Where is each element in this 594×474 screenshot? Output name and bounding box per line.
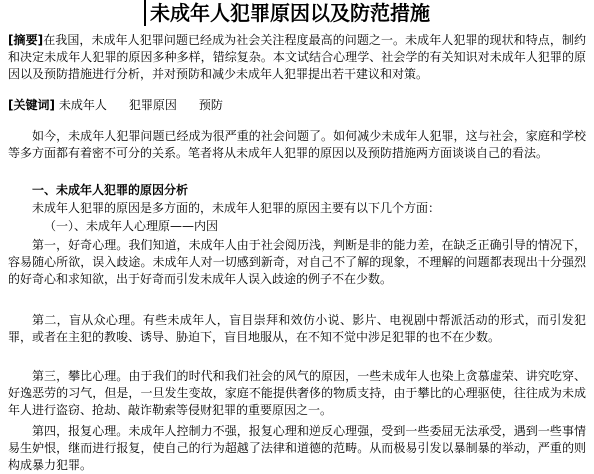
abstract bbox=[8, 32, 586, 83]
body-paragraph: 第四，报复心理。未成年人控制力不强，报复心理和逆反心理强，受到一些委屈无法承受，遇到一些事情易生妒恨，继而进行报复，使自己的行为超越了法律和道德的范畴。从而极易引发以暴制暴的举动，严重的则构成暴力犯罪。 bbox=[8, 424, 586, 472]
subsection-heading: （一）、未成年人心理原——内因 bbox=[44, 219, 219, 233]
keywords-label: [关键词] bbox=[8, 98, 55, 112]
keyword: 预防 bbox=[198, 98, 223, 112]
intro-paragraph: 如今，未成年人犯罪问题已经成为很严重的社会问题了。如何减少未成年人犯罪，这与社会，家庭和学校等多方面都有着密不可分的关系。笔者将从未成年人犯罪的原因以及预防措施两方面谈谈自己的看法。 bbox=[8, 129, 586, 160]
abstract-label: [摘要] bbox=[8, 33, 44, 47]
abstract-text: 在我国，未成年人犯罪问题已经成为社会关注程度最高的问题之一。未成年人犯罪的现状和特点，制约和决定未成年人犯罪的原因多种多样，错综复杂。本文试结合心理学、社会学的有关知识对未成年人犯罪的原因以及预防措施进行分析，并对预防和减少未成年人犯罪提出若干建议和对策。 bbox=[8, 33, 586, 81]
body-paragraph: 第一，好奇心理。我们知道，未成年人由于社会阅历浅，判断是非的能力差，在缺乏正确引导的情况下，容易随心所欲，误入歧途。未成年人对一切感到新奇，对自己不了解的现象，不理解的问题都表现出十分强烈的好奇心和求知欲，出于好奇而引发未成年人误入歧途的例子不在少数。 bbox=[8, 238, 586, 286]
section-intro: 未成年人犯罪的原因是多方面的，未成年人犯罪的原因主要有以下几个方面： bbox=[32, 201, 441, 215]
keywords-line bbox=[8, 97, 586, 114]
body-paragraph: 第三，攀比心理。由于我们的时代和我们社会的风气的原因，一些未成年人也染上贪慕虚荣、讲究吃穿、好逸恶劳的习气，但是，一旦发生变故，家庭不能提供奢侈的物质支持，由于攀比的心理驱使，往往成为未成年人进行盗窃、抢劫、敲诈勒索等侵财犯罪的重要原因之一。 bbox=[8, 369, 586, 417]
body-paragraph: 第二，盲从众心理。有些未成年人，盲目崇拜和效仿小说、影片、电视剧中帮派活动的形式，而引发犯罪，或者在主犯的教唆、诱导、胁迫下，盲目地服从，在不知不觉中涉足犯罪的也不在少数。 bbox=[8, 313, 586, 344]
keyword: 犯罪原因 bbox=[128, 98, 177, 112]
title-bar bbox=[0, 0, 594, 30]
section-heading: 一、未成年人犯罪的原因分析 bbox=[32, 183, 189, 197]
document-title: 未成年人犯罪原因以及防范措施 bbox=[144, 0, 436, 26]
keyword: 未成年人 bbox=[58, 98, 107, 112]
